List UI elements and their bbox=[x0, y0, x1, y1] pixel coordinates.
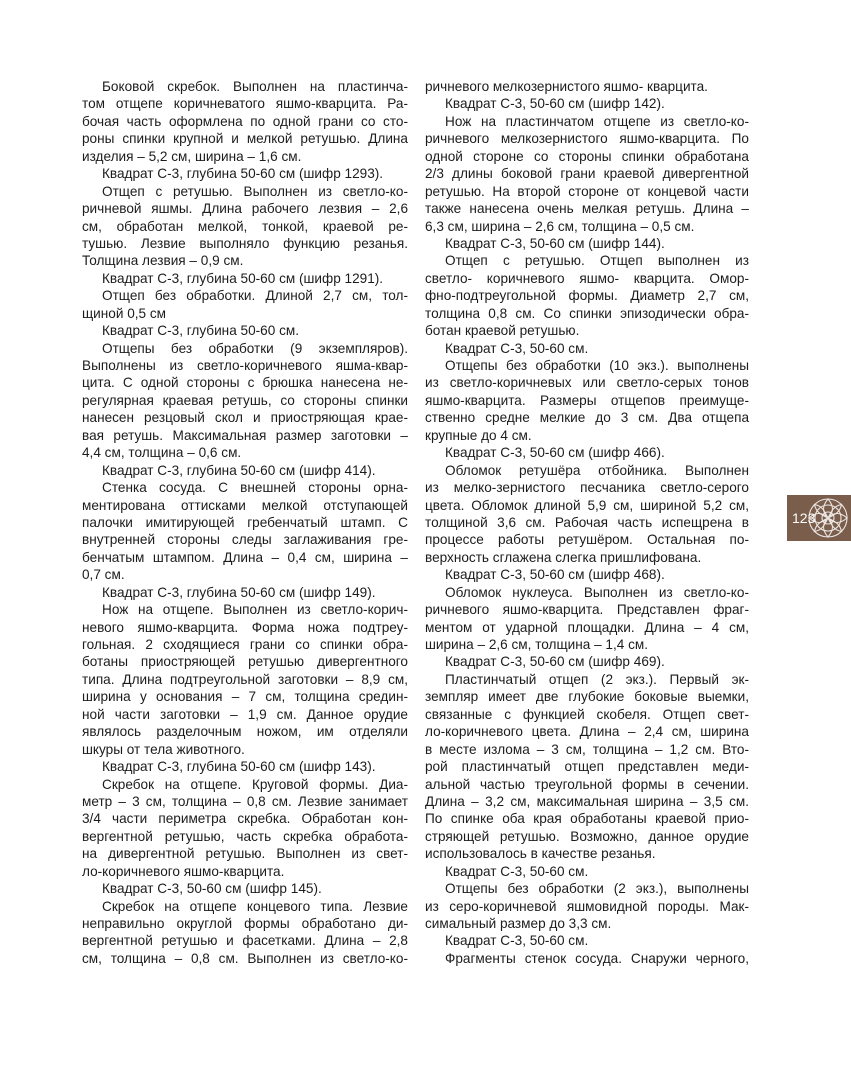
left-column-line: Квадрат С-3, глубина 50-60 см. bbox=[102, 323, 299, 339]
right-column-line: стряющей ретушью. Возможно, данное орудие bbox=[425, 828, 749, 844]
left-column-line: бенчатым штампом. Длина – 0,4 см, ширина – bbox=[82, 549, 408, 565]
right-column-line: Квадрат С-3, 50-60 см (шифр 468). bbox=[445, 567, 665, 583]
left-column-line: внутренней стороны следы заглаживания гре- bbox=[82, 532, 408, 548]
page-number-tab bbox=[787, 495, 851, 541]
left-column-line: Нож на отщепе. Выполнен из светло-корич- bbox=[102, 602, 408, 618]
right-column-line: ментом от ударной площадки. Длина – 4 см, bbox=[425, 619, 749, 635]
right-column-line: процессе работы ретушёром. Остальная по- bbox=[425, 532, 749, 548]
left-column-line: ло-коричневого яшмо-кварцита. bbox=[82, 863, 285, 879]
left-column-line: Отщеп без обработки. Длиной 2,7 см, тол- bbox=[102, 288, 408, 304]
left-column-line: палочки имитирующей гребенчатый штамп. С bbox=[82, 514, 408, 530]
left-column-line: типа. Длина подтреугольной заготовки – 8,9 см, bbox=[82, 671, 408, 687]
left-column-line: см, толщина – 0,8 см. Выполнен из светло-ко- bbox=[82, 950, 408, 966]
right-column-line: ботан краевой ретушью. bbox=[425, 323, 580, 339]
left-column-line: ботаны приостряющей ретушью дивергентного bbox=[82, 654, 408, 670]
left-column-line: 3/4 части периметра скребка. Обработан кон- bbox=[82, 811, 408, 827]
left-column-line: бочая часть оформлена по одной грани со сто- bbox=[82, 113, 408, 129]
right-column-line: По спинке оба края обработаны краевой прио- bbox=[425, 811, 749, 827]
left-column-line: роны спинки крупной и мелкой ретушью. Длина bbox=[82, 131, 408, 147]
right-column-line: связанные с функцией скобеля. Отщеп свет- bbox=[425, 706, 749, 722]
left-column-line: вергентной ретушью и фасетками. Длина – 2,8 bbox=[82, 933, 408, 949]
left-text-column bbox=[82, 78, 408, 967]
right-column-line: Квадрат С-3, 50-60 см (шифр 469). bbox=[445, 654, 665, 670]
right-column-line: светло- коричневого яшмо- кварцита. Омор- bbox=[425, 270, 749, 286]
right-column-line: ричневого мелкозернистого яшмо-кварцита. По bbox=[425, 131, 749, 147]
left-column-line: регулярная краевая ретушь, со стороны спинки bbox=[82, 392, 408, 408]
left-column-line: ричневой яшмы. Длина рабочего лезвия – 2,6 bbox=[82, 201, 408, 217]
right-column-line: ственно средне мелкие до 3 см. Два отщепа bbox=[425, 410, 749, 426]
left-column-line: гольная. 2 сходящиеся грани со спинки обра- bbox=[82, 637, 408, 652]
left-column-line: щиной 0,5 см bbox=[82, 305, 167, 321]
left-column-line: вая ретушь. Максимальная размер заготовки – bbox=[82, 427, 408, 443]
right-column-line: ло-коричневого цвета. Длина – 2,4 см, ширина bbox=[425, 724, 749, 740]
left-column-line: невого яшмо-кварцита. Форма ножа подтреу- bbox=[82, 619, 408, 635]
left-column-line: Квадрат С-3, 50-60 см (шифр 145). bbox=[102, 881, 322, 897]
right-column-line: ричневого яшмо-кварцита. Представлен фраг- bbox=[425, 602, 749, 618]
right-column-line: яшмо-кварцита. Размеры отщепов преимуще- bbox=[425, 392, 749, 408]
left-column-line: шкуры от тела животного. bbox=[82, 741, 245, 757]
right-column-line: земпляр имеет две глубокие боковые выемки, bbox=[425, 689, 749, 705]
right-column-line: одной стороне со стороны спинки обработана bbox=[425, 148, 749, 164]
right-column-line: ширина – 2,6 см, толщина – 1,4 см. bbox=[425, 637, 649, 652]
left-column-line: являлось разделочным ножом, им отделяли bbox=[82, 724, 408, 740]
left-column-line: Скребок на отщепе концевого типа. Лезвие bbox=[102, 898, 408, 914]
right-column-line: Отщеп с ретушью. Отщеп выполнен из bbox=[445, 253, 749, 269]
right-column-line: Фрагменты стенок сосуда. Снаружи черного, bbox=[445, 950, 749, 966]
left-column-line: Квадрат С-3, глубина 50-60 см (шифр 1293). bbox=[102, 166, 384, 182]
right-column-line: Отщепы без обработки (10 экз.). выполнены bbox=[445, 358, 749, 373]
right-column-line: использовалось в качестве резанья. bbox=[425, 846, 656, 862]
left-column-line: Квадрат С-3, глубина 50-60 см (шифр 414). bbox=[102, 462, 376, 478]
right-column-line: также нанесена очень мелкая ретушь. Длина – bbox=[425, 201, 749, 217]
left-column-line: Квадрат С-3, глубина 50-60 см (шифр 143). bbox=[102, 759, 376, 775]
right-column-line: Отщепы без обработки (2 экз.), выполнены bbox=[445, 881, 749, 897]
right-column-line: из мелко-зернистого песчаника светло-серого bbox=[425, 480, 749, 496]
left-column-line: изделия – 5,2 см, ширина – 1,6 см. bbox=[82, 148, 302, 164]
right-column-line: крупные до 4 см. bbox=[425, 427, 532, 443]
left-column-line: тушью. Лезвие выполняло функцию резанья. bbox=[82, 235, 408, 251]
left-column-line: Отщеп с ретушью. Выполнен из светло-ко- bbox=[102, 183, 408, 199]
right-column-line: Квадрат С-3, 50-60 см. bbox=[445, 933, 589, 949]
right-column-line: 2/3 длины боковой грани краевой дивергентной bbox=[425, 166, 749, 182]
right-column-line: верхность сглажена слегка пришлифована. bbox=[425, 549, 702, 565]
left-column-line: 4,4 см, толщина – 0,6 см. bbox=[82, 445, 242, 461]
right-column-line: симальный размер до 3,3 см. bbox=[425, 916, 612, 931]
right-column-line: ричневого мелкозернистого яшмо- кварцита. bbox=[425, 79, 708, 94]
left-column-line: см, обработан мелкой, тонкой, краевой ре- bbox=[82, 218, 408, 234]
left-column-line: Квадрат С-3, глубина 50-60 см (шифр 1291). bbox=[102, 270, 384, 286]
right-column-line: толщина 0,8 см. Со спинки эпизодически обра- bbox=[425, 305, 749, 321]
right-column-line: Квадрат С-3, 50-60 см. bbox=[445, 863, 589, 879]
right-column-line: рой пластинчатый отщеп представлен меди- bbox=[425, 759, 749, 775]
page-number: 123 bbox=[792, 510, 816, 526]
right-column-line: Квадрат С-3, 50-60 см. bbox=[445, 340, 589, 356]
left-column-line: вергентной ретушью, часть скребка обработа- bbox=[82, 828, 408, 844]
left-column-line: Отщепы без обработки (9 экземпляров). bbox=[102, 340, 408, 356]
left-column-line: Квадрат С-3, глубина 50-60 см (шифр 149). bbox=[102, 584, 376, 600]
right-column-line: Квадрат С-3, 50-60 см (шифр 466). bbox=[445, 445, 665, 461]
left-column-line: Толщина лезвия – 0,9 см. bbox=[82, 253, 244, 269]
left-column-line: цита. С одной стороны с брюшка нанесена не- bbox=[82, 375, 408, 391]
right-column-line: Обломок нуклеуса. Выполнен из светло-ко- bbox=[445, 584, 749, 600]
left-column-line: неправильно округлой формы обработано ди- bbox=[82, 916, 408, 931]
left-column-line: ширина у основания – 7 см, толщина средин- bbox=[82, 689, 408, 705]
right-column-line: альной частью треугольной формы в сечении. bbox=[425, 776, 749, 792]
right-column-line: Обломок ретушёра отбойника. Выполнен bbox=[445, 462, 749, 478]
left-column-line: Стенка сосуда. С внешней стороны орна- bbox=[102, 480, 408, 496]
right-column-line: Нож на пластинчатом отщепе из светло-ко- bbox=[445, 113, 749, 129]
right-column-line: Квадрат С-3, 50-60 см (шифр 144). bbox=[445, 235, 665, 251]
right-column-line: толщиной 3,6 см. Рабочая часть испещрена в bbox=[425, 514, 749, 530]
right-column-line: цвета. Обломок длиной 5,9 см, шириной 5,2 см, bbox=[425, 497, 749, 513]
right-column-line: Квадрат С-3, 50-60 см (шифр 142). bbox=[445, 96, 665, 112]
left-column-line: Скребок на отщепе. Круговой формы. Диа- bbox=[102, 776, 408, 792]
right-column-line: из серо-коричневой яшмовидной породы. Мак- bbox=[425, 898, 749, 914]
left-column-line: метр – 3 см, толщина – 0,8 см. Лезвие занимает bbox=[82, 793, 408, 809]
left-column-line: Выполнены из светло-коричневого яшма-квар- bbox=[82, 358, 408, 373]
right-column-line: фно-подтреугольной формы. Диаметр 2,7 см, bbox=[425, 288, 749, 304]
left-column-line: ной части заготовки – 1,9 см. Данное орудие bbox=[82, 706, 408, 722]
left-column-line: том отщепе коричневатого яшмо-кварцита. Ра- bbox=[82, 96, 408, 112]
left-column-line: ментирована оттисками мелкой отступающей bbox=[82, 497, 408, 513]
right-column-line: в месте излома – 3 см, толщина – 1,2 см. Вто- bbox=[425, 741, 749, 757]
right-text-column bbox=[425, 78, 749, 967]
right-column-line: Пластинчатый отщеп (2 экз.). Первый эк- bbox=[445, 671, 749, 687]
left-column-line: на дивергентной ретушью. Выполнен из свет- bbox=[82, 846, 408, 862]
left-column-line: 0,7 см. bbox=[82, 567, 125, 583]
left-column-line: нанесен резцовый скол и приостряющая крае- bbox=[82, 410, 408, 426]
right-column-line: Длина – 3,2 см, максимальная ширина – 3,5 см. bbox=[425, 793, 749, 809]
right-column-line: из светло-коричневых или светло-серых тонов bbox=[425, 375, 749, 391]
right-column-line: 6,3 см, ширина – 2,6 см, толщина – 0,5 см. bbox=[425, 218, 695, 234]
left-column-line: Боковой скребок. Выполнен на пластинча- bbox=[102, 79, 408, 94]
right-column-line: ретушью. На второй стороне от концевой части bbox=[425, 183, 749, 199]
